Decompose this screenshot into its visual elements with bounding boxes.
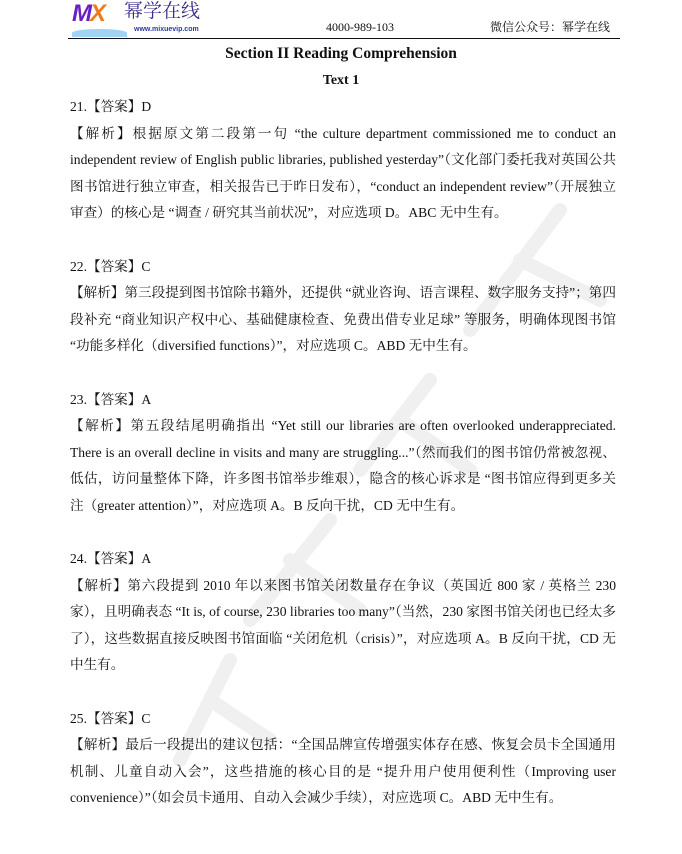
answer-block-24 — [70, 546, 616, 679]
answer-block-21 — [70, 94, 616, 227]
explanation: 【解析】第三段提到图书馆除书籍外，还提供 “就业咨询、语言课程、数字服务支持”；第四段补充 “商业知识产权中心、基础健康检查、免费出借专业足球” 等服务，明确体现图书馆 “功能多样化（diversified functions）”，对应选项 C。ABD 无中生有。 — [70, 285, 616, 354]
answer-line: 24.【答案】A — [70, 551, 152, 567]
explanation: 【解析】第六段提到 2010 年以来图书馆关闭数量存在争议（英国近 800 家 / 英格兰 230 家），且明确表态 “It is, of course, 230 libraries too many”（当然，230 家图书馆关闭也已经太多了），这些数据直接反映图书馆面临 “关闭危机（crisis）”，对应选项 A。B 反向干扰，CD 无中生有。 — [70, 577, 616, 673]
answer-block-25 — [70, 706, 616, 812]
answer-line: 22.【答案】C — [70, 258, 151, 274]
answer-block-23 — [70, 387, 616, 520]
text-title: Text 1 — [322, 73, 360, 88]
answer-line: 23.【答案】A — [70, 391, 152, 407]
phone-number: 4000-989-103 — [326, 20, 394, 34]
page-header — [68, 0, 620, 39]
answer-list — [70, 94, 616, 839]
wechat-account: 微信公众号：幂学在线 — [489, 20, 610, 34]
answer-block-22 — [70, 254, 616, 360]
section-title: Section II Reading Comprehension — [225, 45, 457, 62]
book-icon — [72, 29, 127, 37]
explanation: 【解析】最后一段提出的建议包括：“全国品牌宣传增强实体存在感、恢复会员卡全国通用机制、儿童自动入会”，这些措施的核心目的是 “提升用户使用便利性（Improving user convenience）”（如会员卡通用、自动入会减少手续），对应选项 C。ABD 无中生有。 — [70, 737, 616, 806]
answer-line: 25.【答案】C — [70, 710, 151, 726]
explanation: 【解析】第五段结尾明确指出 “Yet still our libraries are often overlooked underappreciated. There is an overall decline in visits and many are struggling...”（然而我们的图书馆仍常被忽视、低估，访问量整体下降，许多图书馆举步维艰），隐含的核心诉求是 “图书馆应得到更多关注（greater attention）”，对应选项 A。B 反向干扰，CD 无中生有。 — [70, 418, 616, 513]
answer-line: 21.【答案】D — [70, 99, 152, 114]
mixue-logo: MX 幂学在线 www.mixuevip.com — [72, 0, 232, 38]
explanation: 【解析】根据原文第二段第一句 “the culture department commissioned me to conduct an independent review of English public libraries, published yesterday”（文化部门委托我对英国公共图书馆进行独立审查，相关报告已于昨日发布），“conduct an independent review”（开展独立审查）的核心是 “调查 / 研究其当前状况”，对应选项 D。ABC 无中生有。 — [70, 125, 616, 221]
logo-url: www.mixuevip.com — [134, 26, 199, 33]
